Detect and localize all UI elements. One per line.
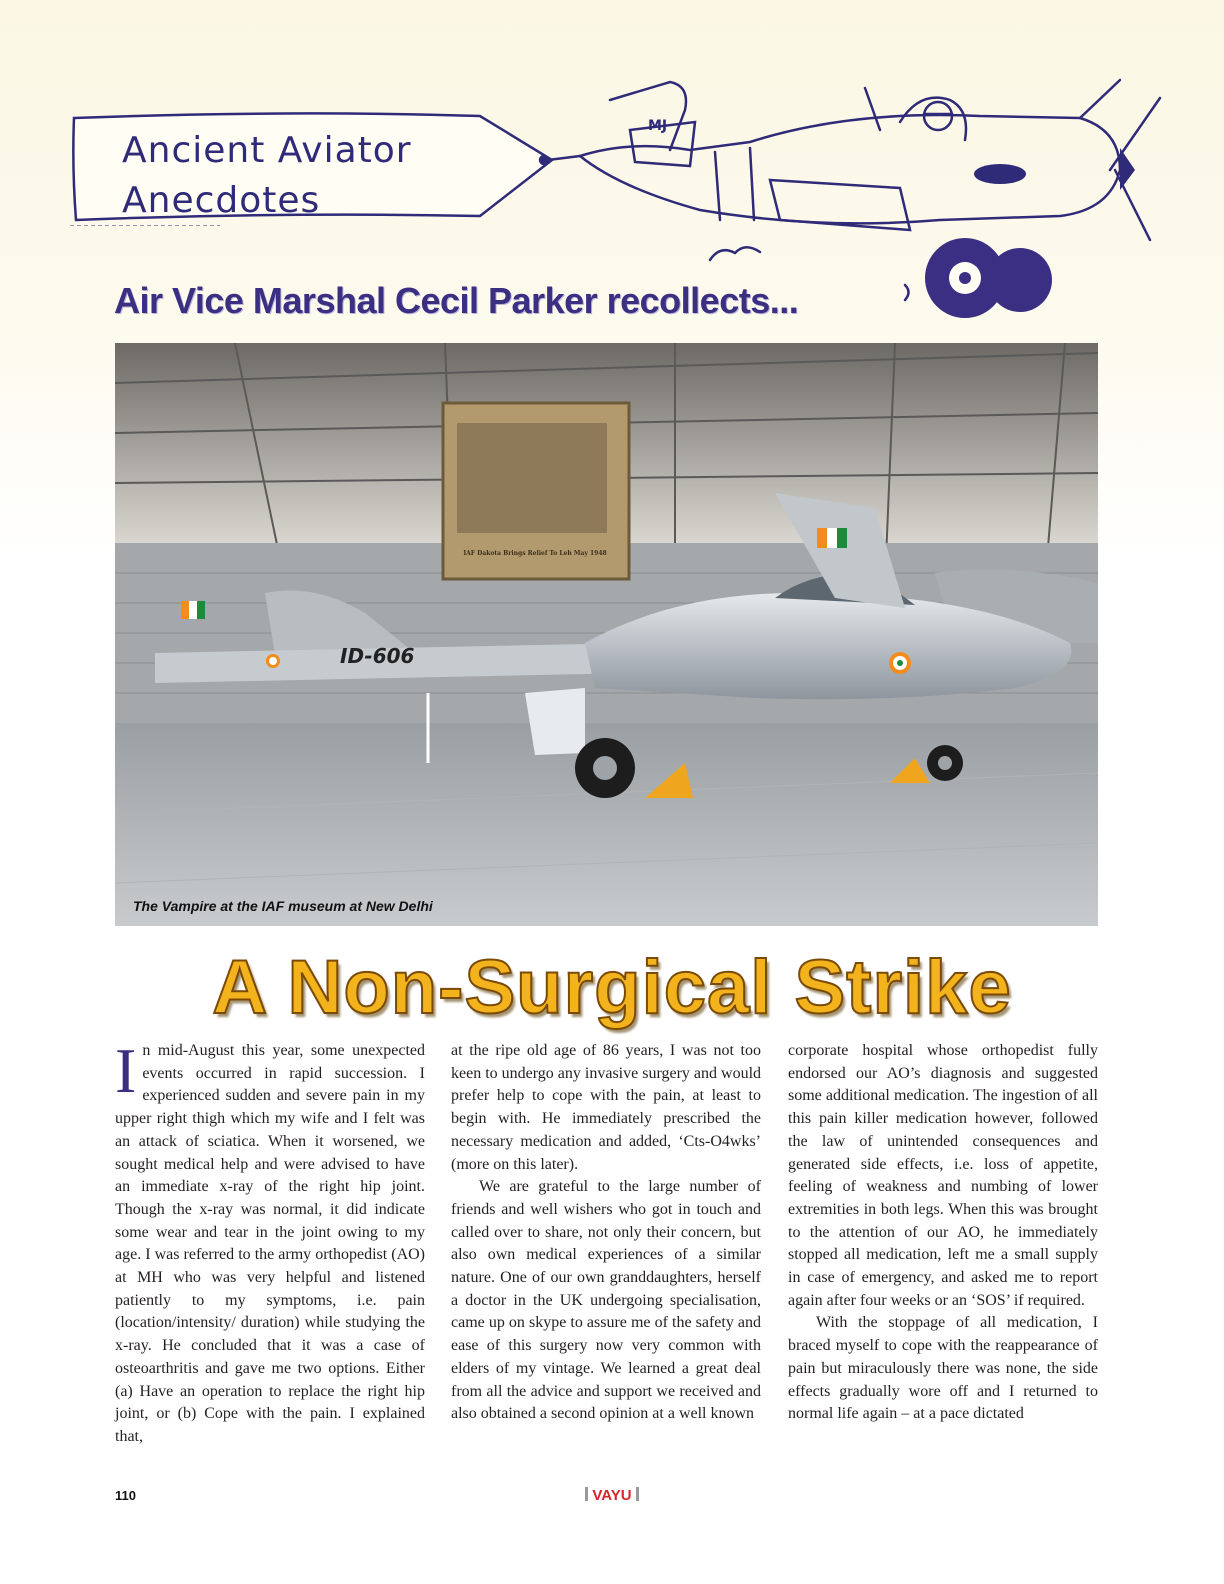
article-body — [115, 1035, 1098, 1460]
aircraft-serial: ID-606 — [340, 644, 415, 668]
hero-photo — [115, 343, 1098, 926]
magazine-brand — [0, 1487, 1224, 1504]
article-headline: A Non-Surgical Strike — [212, 945, 1012, 1030]
aircraft-photo — [115, 343, 1098, 926]
article-column-1 — [115, 1035, 425, 1449]
photo-caption: The Vampire at the IAF museum at New Delhi — [133, 898, 433, 914]
page-number: 110 — [115, 1488, 136, 1503]
paragraph-text: n mid-August this year, some unexpected events occurred in rapid succession. I experienced sudden and severe pain in my upper right thigh which my wife and I felt was an attack of sciatica. When it worsened, we sought medical help and were advised to have an immediate x-ray of the right hip joint. Though the x-ray was normal, it did indicate some wear and tear in the joint owing to my age. I was referred to the army orthopedist (AO) at MH who was very helpful and listened patiently to my symptoms, i.e. pain (location/intensity/ duration) while studying the x-ray. He concluded that it was a case of osteoarthritis and gave me two options. Either (a) Have an operation to replace the right hip joint, or (b) Cope with the pain. I explained that, — [115, 1042, 425, 1445]
paragraph — [115, 1035, 425, 1449]
drop-cap: I — [115, 1035, 137, 1106]
article-column-3 — [788, 1040, 1098, 1426]
brand-name: VAYU — [592, 1487, 632, 1504]
tail-marking: MJ — [648, 118, 668, 134]
column-banner — [70, 108, 560, 226]
poster-caption: IAF Dakota Brings Relief To Leh May 1948 — [463, 550, 607, 557]
divider — [636, 1487, 639, 1501]
article-column-2 — [451, 1040, 761, 1426]
divider — [585, 1487, 588, 1501]
paragraph: With the stoppage of all medication, I braced myself to cope with the reappearance of pain but miraculously there was none, the side effects gradually wore off and I returned to normal life again – at a pace dictated — [788, 1314, 1098, 1423]
paragraph: We are grateful to the large number of friends and well wishers who got in touch and called over to share, not only their concern, but also own medical experiences of a similar nature. One of our own granddaughters, herself a doctor in the UK undergoing specialisation, came up on skype to assure me of the safety and ease of this surgery now very common with elders of my vintage. We learned a great deal from all the advice and support we received and also obtained a second opinion at a well known — [451, 1178, 761, 1423]
banner-line-2: Anecdotes — [122, 180, 321, 221]
article-kicker: Air Vice Marshal Cecil Parker recollects... — [114, 280, 799, 321]
paragraph: at the ripe old age of 86 years, I was not too keen to undergo any invasive surgery and would prefer help to cope with the pain, at least to begin with. He immediately prescribed the necessary medication and added, ‘Cts-O4wks’ (more on this later). — [451, 1042, 762, 1173]
paragraph: corporate hospital whose orthopedist fully endorsed our AO’s diagnosis and suggested some additional medication. The ingestion of all this pain killer medication however, followed the law of unintended consequences and generated side effects, i.e. loss of appetite, feeling of weakness and numbing of lower extremities in both legs. When this was brought to the attention of our AO, he immediately stopped all medication, left me a small supply in case of emergency, and asked me to report again after four weeks or an ‘SOS’ if required. — [788, 1042, 1098, 1309]
banner-line-1: Ancient Aviator — [122, 130, 412, 171]
